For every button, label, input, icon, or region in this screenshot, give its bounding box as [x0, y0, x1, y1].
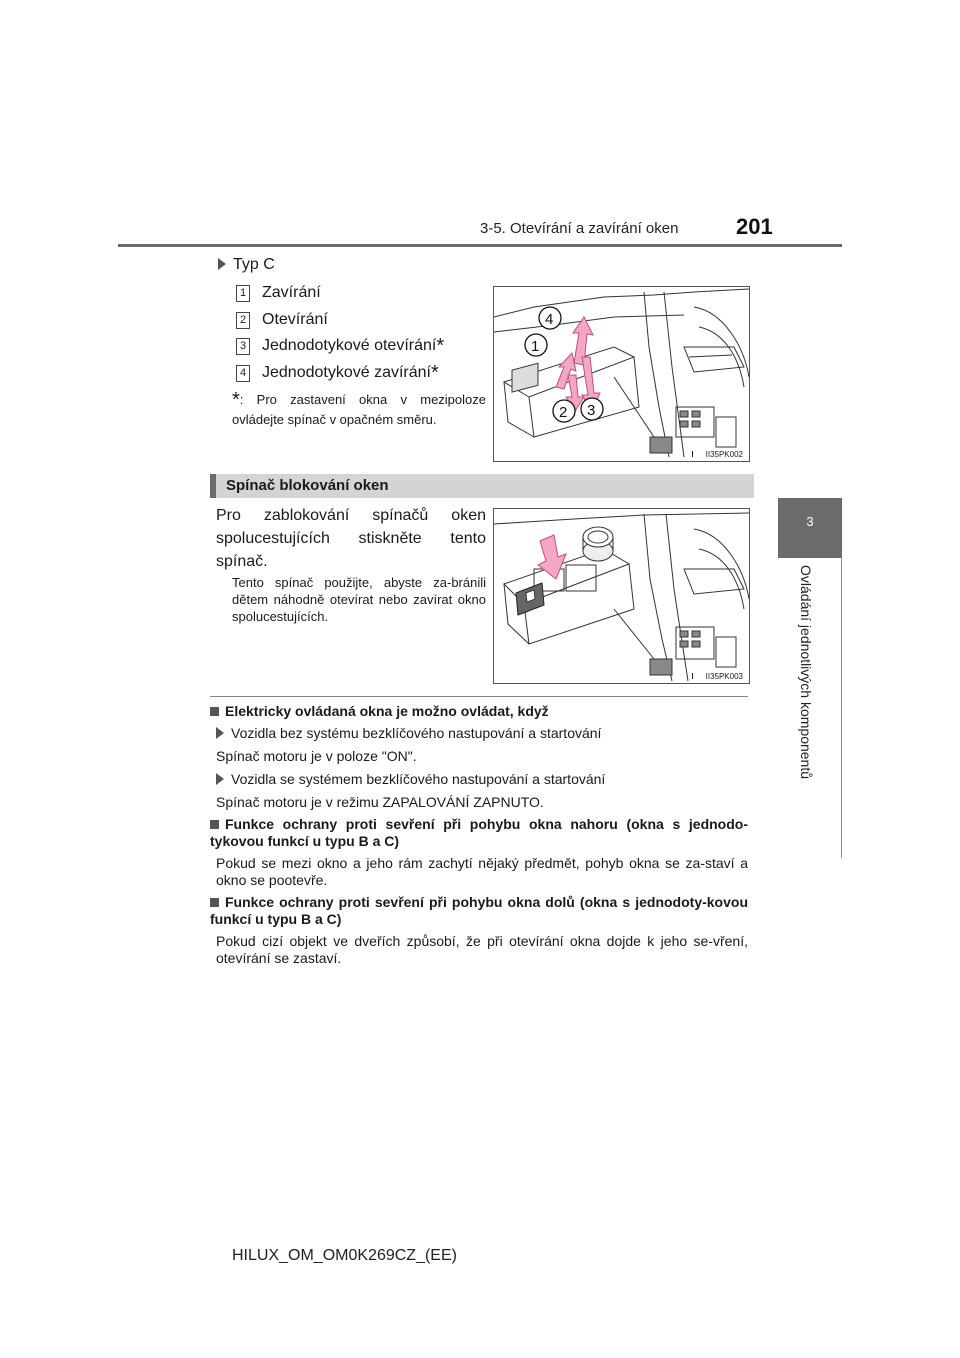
lock-note: Tento spínač použijte, abyste za-bránili dětem náhodně otevírat nebo zavírat okno spolucestujících.: [232, 575, 486, 624]
window-switch-illustration: [494, 287, 749, 461]
header-rule: [118, 244, 842, 247]
lock-paragraph: Pro zablokování spínačů oken spolucestujících stiskněte tento spínač.: [216, 507, 486, 570]
figure-tick: [692, 673, 693, 679]
list-item: [236, 311, 328, 329]
type-c-label: Typ C: [218, 256, 275, 274]
callout-3: 3: [587, 402, 596, 419]
info-text: Pokud cizí objekt ve dveřích způsobí, že při otevírání okna dojde k jeho se-vření, otevírání se zastaví.: [216, 933, 748, 966]
figure-window-lock-switch: [493, 508, 750, 684]
list-item: 3 Jednodotykové otevírání *: [236, 337, 444, 355]
lock-switch-illustration: [494, 509, 749, 683]
figure-tick: [692, 451, 693, 457]
square-bullet-icon: [210, 820, 219, 829]
chapter-number: 3: [806, 514, 814, 529]
square-bullet-icon: [210, 898, 219, 907]
list-item-text: Otevírání: [262, 311, 328, 328]
list-item: [236, 284, 321, 302]
info-text: Spínač motoru je v poloze "ON".: [216, 748, 417, 764]
figure-code: II35PK002: [705, 450, 743, 459]
callout-number: 3: [236, 338, 250, 355]
arrow-bullet-icon: [216, 727, 224, 739]
page-number: 201: [736, 214, 773, 239]
arrow-bullet-icon: [216, 773, 224, 785]
list-item-text: Zavírání: [262, 284, 321, 301]
callout-number: 2: [236, 312, 250, 329]
callout-2: 2: [559, 404, 568, 421]
square-bullet-icon: [210, 707, 219, 716]
info-subitem: Vozidla bez systému bezklíčového nastupování a startování: [216, 725, 748, 742]
list-item-text: Jednodotykové otevírání: [262, 337, 437, 354]
list-item-text: Jednodotykové zavírání: [262, 364, 431, 381]
figure-code: II35PK003: [705, 672, 743, 681]
callout-number: 4: [236, 365, 250, 382]
chapter-divider: [841, 558, 842, 858]
info-heading-operation: Elektricky ovládaná okna je možno ovládat, když: [210, 703, 748, 720]
callout-1: 1: [531, 338, 540, 355]
info-text: Pokud se mezi okno a jeho rám zachytí nějaký předmět, pohyb okna se za-staví a okno se pootevře.: [216, 855, 748, 888]
footnote: *: Pro zastavení okna v mezipoloze ovládejte spínač v opačném směru.: [232, 389, 486, 427]
chapter-title: Ovládání jednotlivých komponentů: [798, 565, 814, 780]
list-item: 4 Jednodotykové zavírání *: [236, 364, 439, 382]
arrow-bullet-icon: [218, 258, 226, 270]
info-heading-pinch-down: Funkce ochrany proti sevření při pohybu okna dolů (okna s jednodoty-kovou funkcí u typu B a C): [210, 894, 748, 927]
info-subitem: Vozidla se systémem bezklíčového nastupování a startování: [216, 771, 748, 788]
figure-window-switch-type-c: [493, 286, 750, 462]
section-divider: [210, 696, 748, 697]
callout-number: 1: [236, 285, 250, 302]
section-heading: Spínač blokování oken: [226, 477, 389, 494]
section-title: 3-5. Otevírání a zavírání oken: [480, 220, 679, 237]
callout-4: 4: [545, 311, 554, 328]
section-heading-bar: [210, 474, 754, 498]
model-code: HILUX_OM_OM0K269CZ_(EE): [232, 1247, 457, 1264]
info-heading-pinch-up: Funkce ochrany proti sevření při pohybu okna nahoru (okna s jednodo-tykovou funkcí u typu B a C): [210, 816, 748, 849]
info-text: Spínač motoru je v režimu ZAPALOVÁNÍ ZAPNUTO.: [216, 794, 544, 810]
